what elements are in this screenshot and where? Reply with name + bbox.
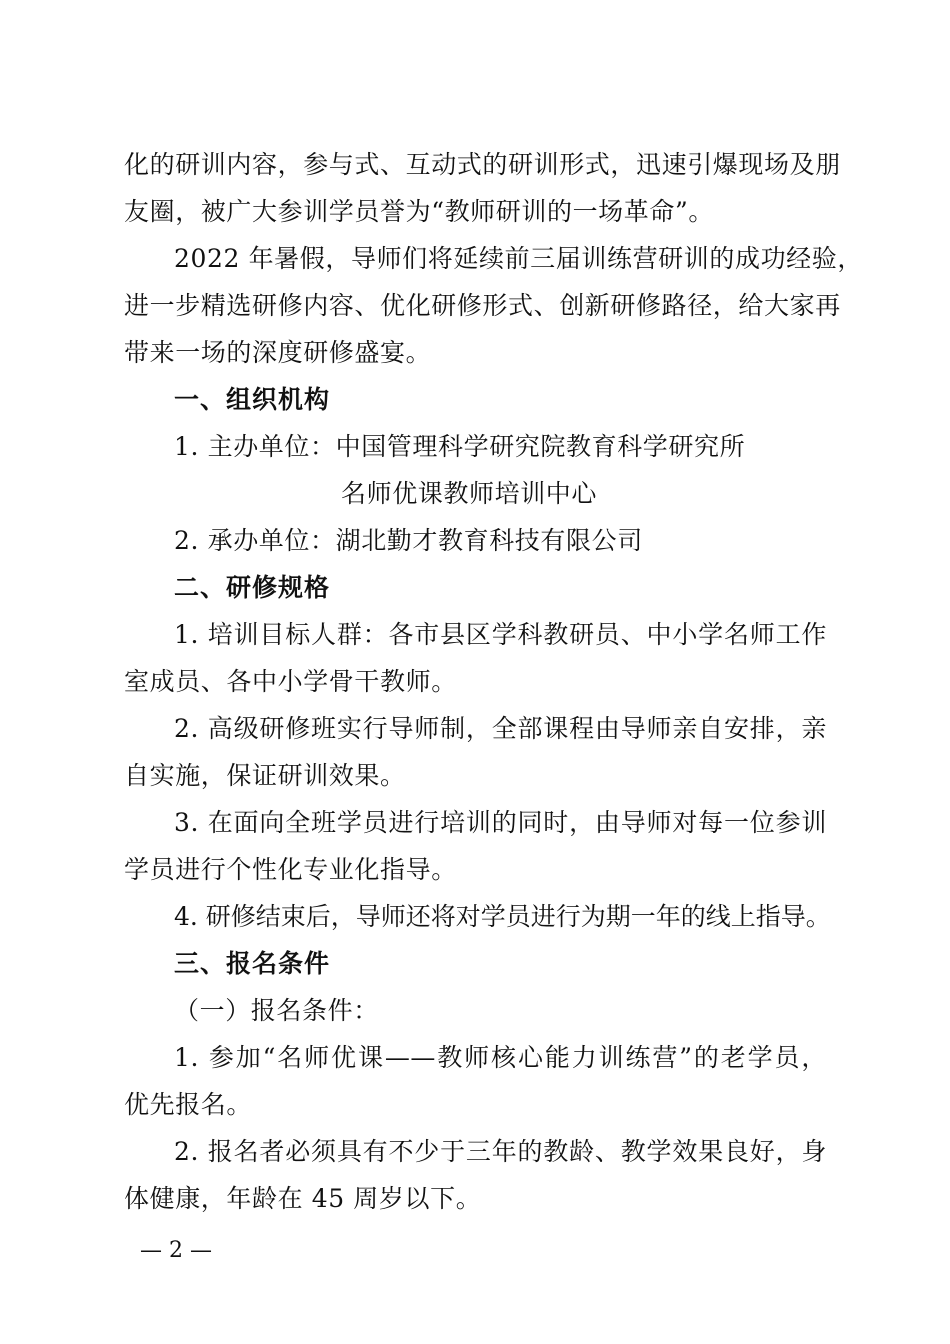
text-line: 4. 研修结束后，导师还将对学员进行为期一年的线上指导。 — [174, 902, 831, 931]
text-line: 优先报名。 — [124, 1090, 253, 1119]
text-line: 2. 高级研修班实行导师制，全部课程由导师亲自安排，亲 — [174, 714, 827, 743]
section-heading-organization: 一、组织机构 — [174, 385, 331, 414]
text-line: 友圈，被广大参训学员誉为“教师研训的一场革命”。 — [124, 197, 714, 226]
text-line: 1. 参加“名师优课——教师核心能力训练营”的老学员， — [174, 1043, 827, 1072]
text-line: 带来一场的深度研修盛宴。 — [124, 338, 432, 367]
text-line: 2022 年暑假，导师们将延续前三届训练营研训的成功经验， — [174, 244, 863, 273]
text-line: 室成员、各中小学骨干教师。 — [124, 667, 457, 696]
text-line: （一）报名条件： — [174, 996, 379, 1025]
text-line: 3. 在面向全班学员进行培训的同时，由导师对每一位参训 — [174, 808, 827, 837]
section-heading-registration: 三、报名条件 — [174, 949, 331, 978]
text-line: 化的研训内容，参与式、互动式的研训形式，迅速引爆现场及朋 — [124, 150, 841, 179]
text-line: 2. 承办单位：湖北勤才教育科技有限公司 — [174, 526, 643, 555]
text-line: 名师优课教师培训中心 — [341, 479, 598, 508]
text-line: 进一步精选研修内容、优化研修形式、创新研修路径，给大家再 — [124, 291, 841, 320]
text-line: 体健康，年龄在 45 周岁以下。 — [124, 1184, 482, 1213]
text-line: 1. 培训目标人群：各市县区学科教研员、中小学名师工作 — [174, 620, 827, 649]
section-heading-specification: 二、研修规格 — [174, 573, 331, 602]
text-line: 2. 报名者必须具有不少于三年的教龄、教学效果良好，身 — [174, 1137, 827, 1166]
text-line: 1. 主办单位：中国管理科学研究院教育科学研究所 — [174, 432, 746, 461]
text-line: 学员进行个性化专业化指导。 — [124, 855, 457, 884]
page-number: — 2 — — [140, 1238, 212, 1263]
text-line: 自实施，保证研训效果。 — [124, 761, 406, 790]
